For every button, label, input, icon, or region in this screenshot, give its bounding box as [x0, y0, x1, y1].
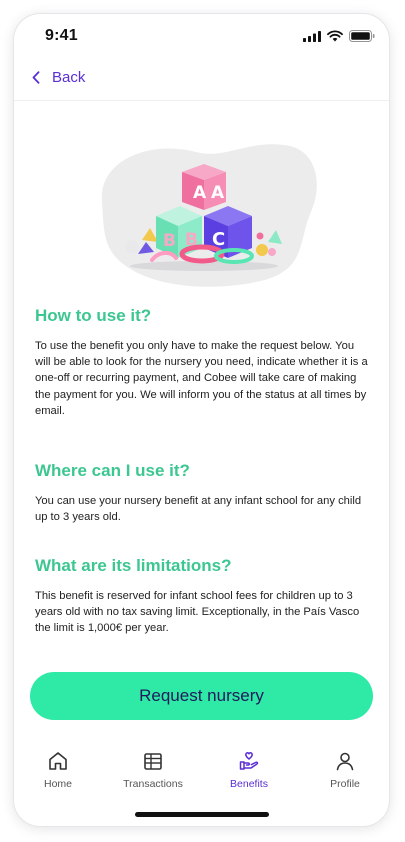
where-to-use-section: [35, 461, 369, 525]
phone-screen: [14, 14, 389, 826]
transactions-icon: [142, 750, 164, 772]
section-body: To use the benefit you only have to make the request below. You will be able to look for the nursery you need, indicate whether it is a one-off or recurring payment, and Cobee will take care of making the payment for you. We will inform you of the status at all times by email.: [35, 340, 368, 417]
tab-home[interactable]: [14, 750, 103, 790]
home-indicator: [135, 812, 269, 817]
block-a-top: [182, 164, 226, 210]
svg-text:A: A: [211, 183, 225, 203]
svg-text:C: C: [212, 229, 226, 250]
tab-label: Profile: [330, 778, 360, 790]
wifi-icon: [327, 30, 343, 42]
tab-label: Benefits: [230, 778, 268, 790]
section-title: Where can I use it?: [35, 461, 190, 480]
how-to-use-section: [35, 306, 369, 419]
tab-benefits[interactable]: [204, 750, 294, 790]
status-bar: [14, 14, 389, 60]
section-title: How to use it?: [35, 306, 152, 325]
back-label: Back: [52, 69, 86, 86]
back-button[interactable]: [32, 69, 85, 86]
home-icon: [47, 750, 69, 772]
request-nursery-button[interactable]: Request nursery: [30, 672, 373, 720]
svg-text:A: A: [193, 183, 207, 203]
svg-text:B: B: [185, 230, 198, 250]
section-body: This benefit is reserved for infant school fees for children up to 3 years old with no tax saving limit. Exceptionally, in the País Vasco the limit is 1,000€ per year.: [35, 590, 360, 635]
profile-icon: [334, 750, 356, 772]
toy-blocks-illustration: [84, 132, 324, 292]
cellular-signal-icon: [303, 31, 321, 42]
status-icons: [303, 30, 375, 42]
status-time: 9:41: [45, 27, 78, 44]
tab-label: Home: [43, 778, 72, 790]
nav-header: [14, 60, 389, 101]
benefits-icon: [238, 750, 260, 772]
tab-label: Transactions: [123, 778, 183, 790]
battery-icon: [349, 30, 375, 42]
section-body: You can use your nursery benefit at any infant school for any child up to 3 years old.: [35, 495, 362, 524]
tab-bar: [14, 744, 389, 804]
tab-transactions[interactable]: [108, 750, 198, 790]
section-title: What are its limitations?: [35, 556, 232, 575]
hero-illustration: [84, 132, 324, 292]
svg-text:B: B: [163, 231, 176, 251]
block-b: [156, 206, 202, 258]
chevron-left-icon: [32, 71, 40, 84]
limitations-section: [35, 556, 369, 637]
tab-profile[interactable]: [300, 750, 389, 790]
